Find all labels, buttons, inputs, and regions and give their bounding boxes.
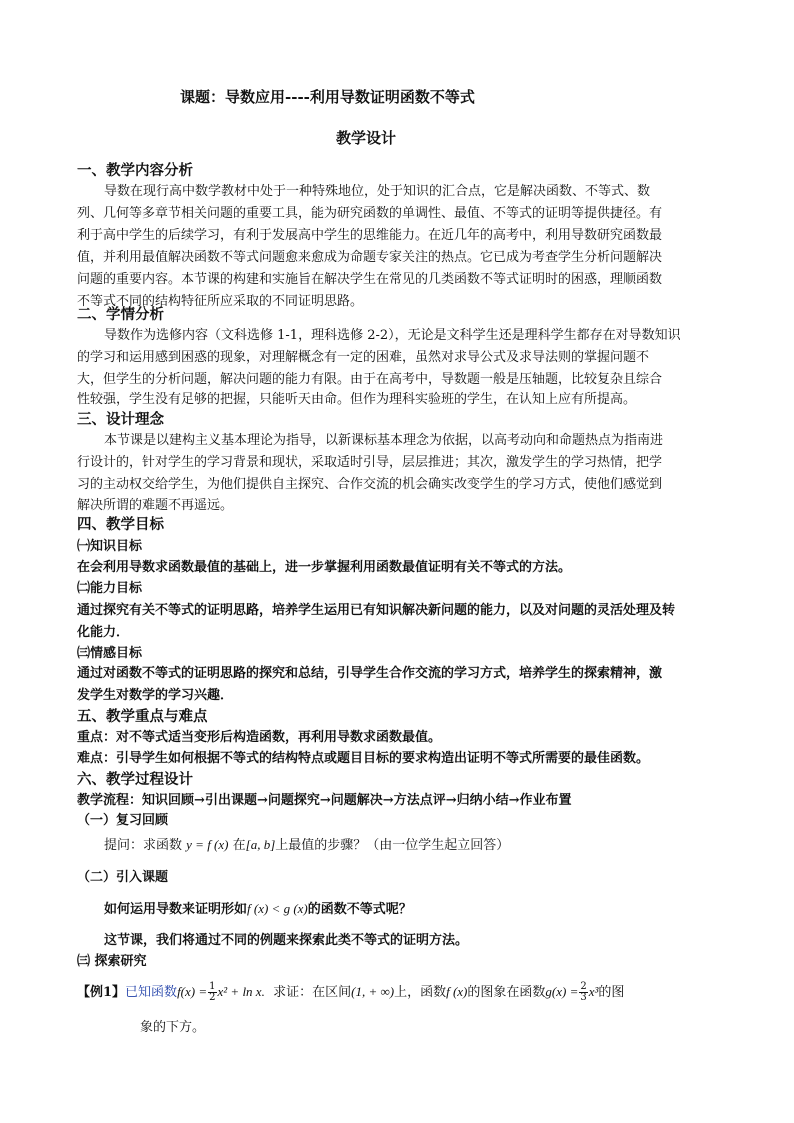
section-heading-teaching-goals: 四、教学目标 bbox=[77, 516, 164, 533]
inequality-expression: f (x) < g (x) bbox=[247, 901, 308, 916]
paragraph-line: 通过探究有关不等式的证明思路，培养学生运用已有知识解决新问题的能力，以及对问题的灵活处理及转 bbox=[77, 603, 676, 618]
fraction-numerator: 1 bbox=[209, 981, 216, 992]
intro-question-text: 的函数不等式呢？ bbox=[307, 902, 412, 917]
subheading-intro: （二）引入课题 bbox=[77, 870, 169, 885]
intro-line: 这节课，我们将通过不同的例题来探索此类不等式的证明方法。 bbox=[104, 933, 469, 948]
flow-step: 方法点评 bbox=[393, 793, 446, 808]
paragraph-line: 大，但学生的分析问题，解决问题的能力有限。由于在高考中，导数题一般是压轴题，比较复杂且综合 bbox=[77, 372, 663, 387]
flow-step: 问题解决 bbox=[330, 793, 383, 808]
flow-step: 引出课题 bbox=[204, 793, 257, 808]
document-subtitle: 教学设计 bbox=[336, 129, 397, 147]
section-heading-content-analysis: 一、教学内容分析 bbox=[77, 162, 193, 179]
subheading-ability-goal: ㈡能力目标 bbox=[77, 581, 143, 596]
paragraph-line: 性较强，学生没有足够的把握，只能听天由命。但作为理科实验班的学生，在认知上应有所提高。 bbox=[77, 392, 637, 407]
teaching-flow bbox=[77, 792, 572, 809]
function-expression: f (x) bbox=[446, 984, 468, 999]
flow-step: 知识回顾 bbox=[142, 793, 195, 808]
example-text: 求证：在区间 bbox=[273, 985, 352, 1000]
key-point-text: 重点：对不等式适当变形后构造函数，再利用导数求函数最值。 bbox=[77, 730, 442, 745]
paragraph-line: 导数在现行高中数学教材中处于一种特殊地位，处于知识的汇合点，它是解决函数、不等式、数 bbox=[104, 184, 651, 199]
example-line: 象的下方。 bbox=[140, 1020, 206, 1035]
paragraph-line: 通过对函数不等式的证明思路的探究和总结，引导学生合作交流的学习方式，培养学生的探索精神，激 bbox=[77, 666, 663, 681]
paragraph-line: 利于高中学生的后续学习，有利于发展高中学生的思维能力。在近几年的高考中，利用导数研究函数最 bbox=[77, 228, 663, 243]
function-expression: x² + ln x. bbox=[217, 984, 265, 999]
example-given-text: 已知函数 bbox=[125, 985, 178, 1000]
interval-expression: (1, + ∞) bbox=[351, 984, 395, 999]
flow-arrow: → bbox=[382, 793, 394, 808]
example-text: 上，函数 bbox=[394, 985, 447, 1000]
fraction bbox=[208, 982, 216, 1003]
function-expression: x³ bbox=[588, 984, 599, 999]
review-question bbox=[104, 836, 509, 854]
teaching-flow-label: 教学流程： bbox=[77, 793, 143, 808]
example-text: 的图 bbox=[598, 985, 625, 1000]
flow-step: 问题探究 bbox=[267, 793, 320, 808]
fraction bbox=[579, 982, 587, 1003]
intro-question bbox=[104, 900, 412, 918]
paragraph-line: 导数作为选修内容（文科选修 1-1，理科选修 2-2），无论是文科学生还是理科学生都存在对导数知识 bbox=[104, 328, 681, 343]
function-expression: g(x) = bbox=[545, 984, 579, 999]
subheading-explore: ㈢ 探索研究 bbox=[77, 954, 147, 969]
flow-arrow: → bbox=[319, 793, 331, 808]
subheading-review: （一）复习回顾 bbox=[77, 813, 169, 828]
review-question-text: 上最值的步骤？（由一位学生起立回答） bbox=[275, 838, 510, 853]
flow-step: 归纳小结 bbox=[456, 793, 509, 808]
fraction-denominator: 2 bbox=[209, 992, 216, 1003]
paragraph-line: 列、几何等多章节相关问题的重要工具，能为研究函数的单调性、最值、不等式的证明等提供捷径。有 bbox=[77, 206, 663, 221]
paragraph-line: 习的主动权交给学生，为他们提供自主探究、合作交流的机会确实改变学生的学习方式，使他们感觉到 bbox=[77, 477, 663, 492]
interval-expression: [a, b] bbox=[245, 837, 276, 852]
section-heading-student-analysis: 二、学情分析 bbox=[77, 306, 164, 323]
flow-arrow: → bbox=[194, 793, 205, 808]
section-heading-key-points: 五、教学重点与难点 bbox=[77, 708, 208, 725]
intro-question-text: 如何运用导数来证明形如 bbox=[104, 902, 248, 917]
fraction-denominator: 3 bbox=[580, 992, 587, 1003]
example-1 bbox=[77, 980, 624, 1005]
paragraph-line: 化能力． bbox=[77, 625, 130, 640]
section-heading-design-concept: 三、设计理念 bbox=[77, 411, 164, 428]
paragraph-line: 在会利用导数求函数最值的基础上，进一步掌握利用函数最值证明有关不等式的方法。 bbox=[77, 560, 572, 575]
document-title: 课题：导数应用----利用导数证明函数不等式 bbox=[180, 88, 475, 106]
paragraph-line: 本节课是以建构主义基本理论为指导，以新课标基本理念为依据，以高考动向和命题热点为指南进 bbox=[104, 433, 664, 448]
function-expression: y = f (x) bbox=[186, 837, 229, 852]
subheading-emotion-goal: ㈢情感目标 bbox=[77, 646, 143, 661]
section-heading-process-design: 六、教学过程设计 bbox=[77, 771, 193, 788]
paragraph-line: 不等式不同的结构特征所应采取的不同证明思路。 bbox=[77, 294, 364, 309]
paragraph-line: 发学生对数学的学习兴趣． bbox=[77, 688, 234, 703]
flow-step: 作业布置 bbox=[519, 793, 572, 808]
subheading-knowledge-goal: ㈠知识目标 bbox=[77, 539, 143, 554]
paragraph-line: 解决所谓的难题不再遥远。 bbox=[77, 498, 234, 513]
paragraph-line: 的学习和运用感到困惑的现象，对理解概念有一定的困难，虽然对求导公式及求导法则的掌握问题不 bbox=[77, 350, 650, 365]
example-label: 【例1】 bbox=[77, 985, 126, 1000]
flow-arrow: → bbox=[445, 793, 457, 808]
flow-arrow: → bbox=[256, 793, 268, 808]
example-text: 的图象在函数 bbox=[467, 985, 546, 1000]
paragraph-line: 行设计的，针对学生的学习背景和现状，采取适时引导，层层推进；其次，激发学生的学习热情，把学 bbox=[77, 455, 663, 470]
paragraph-line: 值，并利用最值解决函数不等式问题愈来愈成为命题专家关注的热点。它已成为考查学生分析问题解决 bbox=[77, 250, 663, 265]
review-question-text: 提问：求函数 bbox=[104, 838, 183, 853]
paragraph-line: 问题的重要内容。本节课的构建和实施旨在解决学生在常见的几类函数不等式证明时的困惑，理顺函数 bbox=[77, 272, 663, 287]
flow-arrow: → bbox=[508, 793, 520, 808]
function-expression: f(x) = bbox=[177, 984, 208, 999]
review-question-text: 在 bbox=[232, 838, 246, 853]
fraction-numerator: 2 bbox=[580, 981, 587, 992]
difficulty-text: 难点：引导学生如何根据不等式的结构特点或题目目标的要求构造出证明不等式所需要的最佳函数。 bbox=[77, 751, 650, 766]
